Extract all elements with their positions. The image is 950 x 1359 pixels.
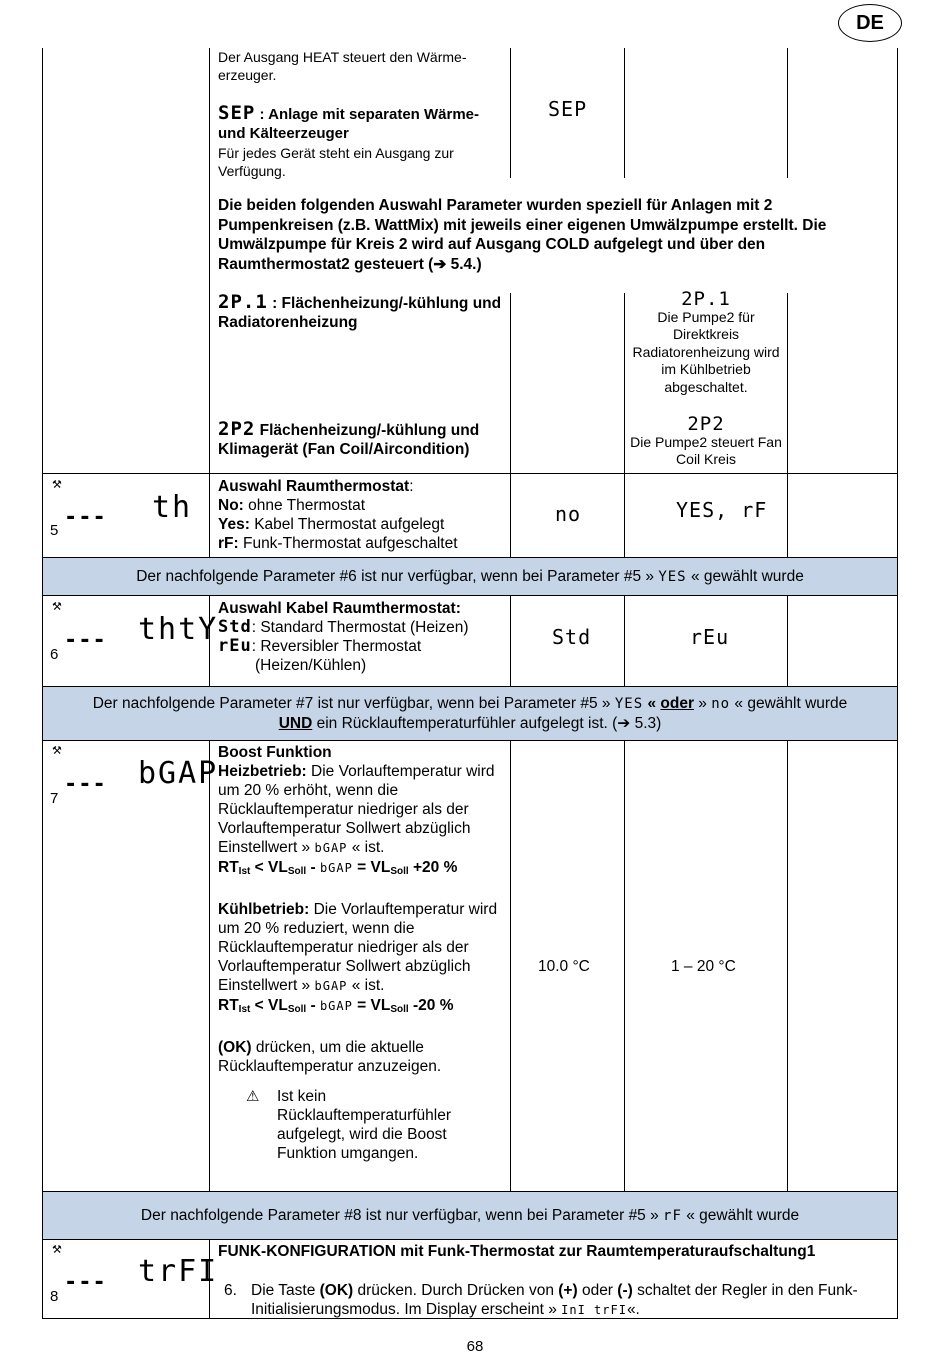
row8-number: 8 xyxy=(50,1288,59,1305)
row7-cool-text: Kühlbetrieb: Die Vorlauftemperatur wird um 20 % reduziert, wenn die Rücklauftemperatur niedriger als der Vorlauftemperatur Sollwert abzüglich Einstellwert » bGAP « ist. xyxy=(218,901,498,994)
p1-right-code: 2P.1 xyxy=(681,288,731,310)
notice-band-param6: Der nachfolgende Parameter #6 ist nur verfügbar, wenn bei Parameter #5 » YES « gewählt wurde xyxy=(42,557,898,596)
row5-dashes: --- xyxy=(64,505,107,530)
row7-ok-text: (OK) drücken, um die aktuelle Rücklauftemperatur anzuzeigen. xyxy=(218,1039,442,1075)
row5-description: Auswahl Raumthermostat: No: ohne Thermostat Yes: Kabel Thermostat aufgelegt rF: Funk-Thermostat aufgeschaltet xyxy=(218,477,508,553)
row6-option-rev: rEu: Reversibler Thermostat xyxy=(218,636,422,656)
row5-range: YES, rF xyxy=(676,498,768,522)
sep-title: : Anlage mit separaten Wärme- und Kälteerzeuger xyxy=(218,106,479,142)
row7-warning: Ist kein Rücklauftemperaturfühler aufgelegt, wird die Boost Funktion umgangen. xyxy=(277,1088,452,1162)
p2-right-code: 2P2 xyxy=(687,413,725,435)
p2-right xyxy=(630,413,782,469)
notice-band-param7: Der nachfolgende Parameter #7 ist nur verfügbar, wenn bei Parameter #5 » YES « oder » no « gewählt wurde UND ein Rücklauftemperaturfühler aufgelegt ist. (➔ 5.3) xyxy=(42,686,898,741)
wrench-icon: ⚒ xyxy=(52,1244,62,1256)
row7-dashes: --- xyxy=(64,772,107,797)
page-number: 68 xyxy=(466,1338,484,1355)
row6-option-rev-note: (Heizen/Kühlen) xyxy=(255,657,367,674)
wrench-icon: ⚒ xyxy=(52,601,62,613)
notice-band-param8: Der nachfolgende Parameter #8 ist nur verfügbar, wenn bei Parameter #5 » rF « gewählt wurde xyxy=(42,1191,898,1240)
pump-intro: Die beiden folgenden Auswahl Parameter wurden speziell für Anlagen mit 2 Pumpenkreisen (z.B. WattMix) mit jeweils einer eigenen Umwälzpumpe erstellt. Die Umwälzpumpe für Kreis 2 wird auf Ausgang COLD aufgelegt und über den Raumthermostat2 gesteuert (➔ 5.4.) xyxy=(218,197,827,273)
row6-description xyxy=(218,599,508,675)
row7-formula-cool: $RT_{Ist} < VL_{Soll}$ - bGAP = $VL_{Soll}$ -20 % xyxy=(218,997,454,1015)
sep-option xyxy=(218,104,508,143)
sep-code: SEP xyxy=(218,102,256,124)
p1-right xyxy=(630,288,782,396)
wrench-icon: ⚒ xyxy=(52,745,62,757)
row5-default: no xyxy=(555,502,582,526)
row8-display-code: trFI xyxy=(138,1254,219,1289)
row5-title: Auswahl Raumthermostat xyxy=(218,478,410,495)
wrench-icon: ⚒ xyxy=(52,479,62,491)
row6-title: Auswahl Kabel Raumthermostat: xyxy=(218,600,461,617)
sep-description: Für jedes Gerät steht ein Ausgang zur Verfügung. xyxy=(218,145,454,179)
p2-option xyxy=(218,420,508,459)
heat-output-text: Der Ausgang HEAT steuert den Wärme-erzeuger. xyxy=(218,49,467,83)
row7-default: 10.0 °C xyxy=(538,958,590,975)
language-badge xyxy=(838,4,902,42)
sep-value: SEP xyxy=(548,97,588,121)
row5-option-no: No: ohne Thermostat xyxy=(218,497,366,514)
p2-code: 2P2 xyxy=(218,418,256,440)
row5-option-yes: Yes: Kabel Thermostat aufgelegt xyxy=(218,516,445,533)
row7-formula-heat: $RT_{Ist} < VL_{Soll}$ - bGAP = $VL_{Soll} +20$ % xyxy=(218,859,458,877)
p1-code: 2P.1 xyxy=(218,291,268,313)
row6-dashes: --- xyxy=(64,628,107,653)
warning-icon: ⚠ xyxy=(246,1088,260,1105)
p1-option xyxy=(218,293,503,332)
row7-title: Boost Funktion xyxy=(218,744,332,761)
row5-option-rf: rF: Funk-Thermostat aufgeschaltet xyxy=(218,535,458,552)
p2-title: Flächenheizung/-kühlung und Klimagerät (Fan Coil/Aircondition) xyxy=(218,422,480,458)
p2-right-desc: Die Pumpe2 steuert Fan Coil Kreis xyxy=(630,433,782,467)
p1-title: : Flächenheizung/-kühlung und Radiatorenheizung xyxy=(218,295,502,331)
row6-display-code: thtY xyxy=(138,612,219,647)
row6-option-std: Std: Standard Thermostat (Heizen) xyxy=(218,617,469,637)
language-badge-label: DE xyxy=(856,12,884,34)
p1-right-desc: Die Pumpe2 für Direktkreis Radiatorenheizung wird im Kühlbetrieb abgeschaltet. xyxy=(632,308,780,395)
oder-keyword: oder xyxy=(660,695,694,712)
row7-description xyxy=(218,743,503,1076)
row6-number: 6 xyxy=(50,646,59,663)
row5-number: 5 xyxy=(50,522,59,539)
row6-range: rEu xyxy=(690,625,730,649)
row7-number: 7 xyxy=(50,790,59,807)
row8-title: FUNK-KONFIGURATION mit Funk-Thermostat zur Raumtemperaturaufschaltung1 xyxy=(218,1243,816,1260)
row5-display-code: th xyxy=(152,490,193,525)
row6-default: Std xyxy=(552,625,592,649)
row7-display-code: bGAP xyxy=(138,756,219,791)
row8-dashes: --- xyxy=(64,1270,107,1295)
row8-step: 6. Die Taste (OK) drücken. Durch Drücken von (+) oder (-) schaltet der Regler in den Funk-Initialisierungsmodus. Im Display erscheint » InI trFI«. xyxy=(224,1282,858,1318)
und-keyword: UND xyxy=(278,715,313,732)
row7-range: 1 – 20 °C xyxy=(671,958,736,975)
row7-heat-text: Heizbetrieb: Die Vorlauftemperatur wird um 20 % erhöht, wenn die Rücklauftemperatur niedriger als der Vorlauftemperatur Sollwert abzüglich Einstellwert » bGAP « ist. xyxy=(218,763,495,856)
